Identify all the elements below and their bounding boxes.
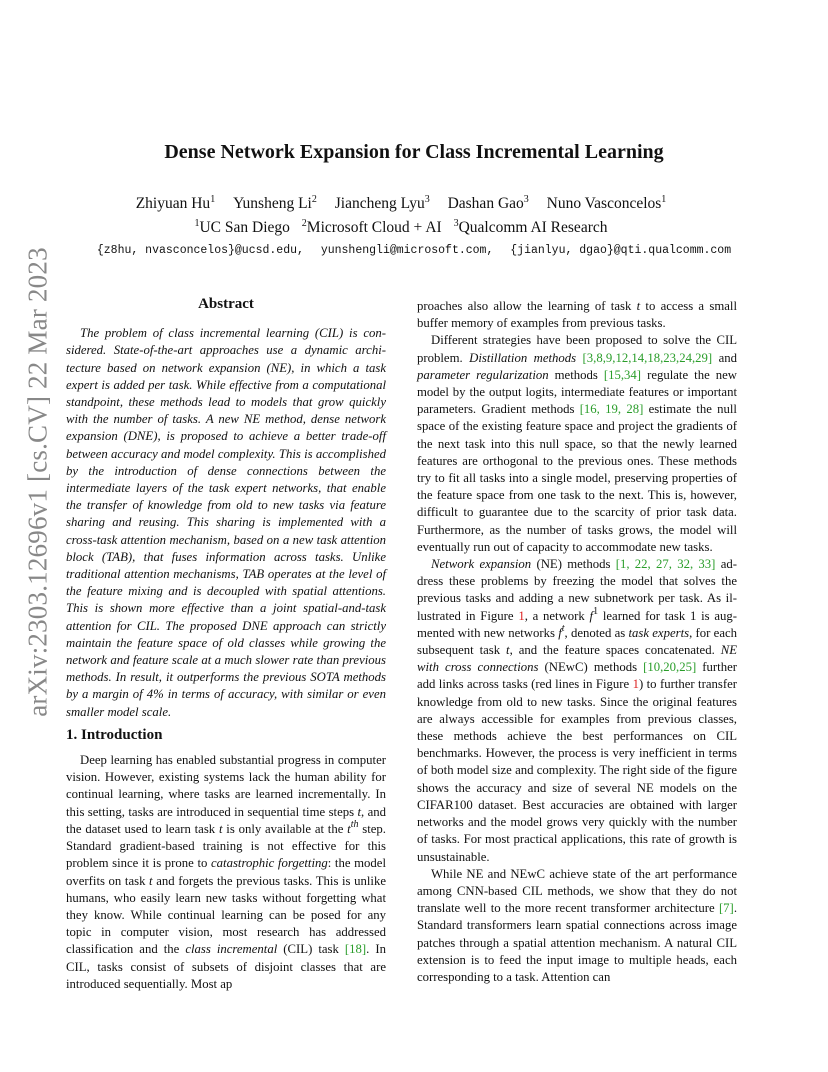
email-list [0, 244, 828, 257]
figure-link[interactable]: 1 [632, 677, 639, 692]
section-heading: 1. Introduction [66, 726, 163, 743]
right-column [417, 298, 737, 986]
paragraph-continuation: proaches also allow the learning of task t to access a small buffer memory of examples from previous tasks. [417, 299, 737, 331]
citation-link[interactable]: [16, 19, 28] [579, 402, 644, 417]
email-qualcomm: {jianlyu, dgao}@qti.qualcomm.com [510, 244, 732, 257]
paper-title: Dense Network Expansion for Class Incremental Learning [164, 141, 664, 163]
author: Nuno Vasconcelos$^1$ [546, 194, 667, 212]
citation-link[interactable]: [7] [718, 901, 734, 916]
author-list [0, 195, 802, 213]
citation-link[interactable]: [1, 22, 27, 32, 33] [615, 557, 716, 572]
affiliation: $^1$UC San Diego [194, 218, 290, 236]
affiliation-list [0, 219, 802, 237]
email-ucsd: {z8hu, nvasconcelos}@ucsd.edu, [96, 244, 304, 257]
arxiv-id-text: arXiv:2303.12696v1 [cs.CV] 22 Mar 2023 [22, 247, 53, 717]
left-column [66, 296, 386, 993]
author: Dashan Gao$^3$ [447, 194, 529, 212]
affiliation: $^3$Qualcomm AI Research [453, 218, 608, 236]
author: Zhiyuan Hu$^1$ [135, 194, 216, 212]
email-microsoft: yunshengli@microsoft.com, [320, 244, 494, 257]
paragraph-network-expansion: Network expansion (NE) methods [1, 22, 27, 32, 33] address these problems by freezing the model that solves the previous tasks and adding a new subnetwork per task. As illustrated in Figure 1, a network $f^1$ learned for task 1 is augmented with new networks $f^t$, denoted as task experts, for each subsequent task t, and the feature spaces concatenated. NE with cross connections (NEwC) methods [10,20,25] further add links across tasks (red lines in Figure 1) to further transfer knowledge from old to new tasks. Since the original features are always accessible for examples from previous classes, these methods achieve the best performances on CIL benchmarks. However, the process is very inefficient in terms of both model size and complexity. The right side of the figure shows the accuracy and size of several NE models on the CIFAR100 dataset. Best accuracies are obtained with larger networks and the model grows very quickly with the number of tasks. For most practical applications, this rate of growth is unsustainable. [417, 557, 738, 864]
paragraph-transformers: While NE and NEwC achieve state of the art performance among CNN-based CIL methods, we show that they do not translate well to the more recent transformer architecture [7]. Standard transformers learn spatial connections across image patches through a spatial attention mechanism. A natural CIL extension is to feed the input image to multiple heads, each corresponding to a task. Attention can [417, 866, 737, 984]
citation-link[interactable]: [3,8,9,12,14,18,23,24,29] [582, 350, 713, 365]
citation-link[interactable]: [18] [344, 942, 367, 957]
intro-paragraph: Deep learning has enabled substantial progress in computer vision. However, existing systems lack the human ability for continual learning, where tasks are learned incrementally. In this setting, tasks are introduced in sequential time steps t, and the dataset used to learn task t is only available at the $t^{th}$ step. Standard gradient-based training is not effective for this problem since it is prone to catastrophic forgetting: the model overfits on task t and forgets the previous tasks. This is unlike humans, who easily learn new tasks without forgetting what they know. While continual learning can be posed for any topic in computer vision, most research has addressed classification and the class incremental (CIL) task [18]. In CIL, tasks consist of subsets of disjoint classes that are introduced sequentially. Most ap [66, 753, 386, 991]
paragraph-strategies: Different strategies have been proposed to solve the CIL problem. Distillation methods [3,8,9,12,14,18,23,24,29] and parameter regularization methods [15,34] regulate the new model by the output logits, intermediate features or important parameters. Gradient methods [16, 19, 28] estimate the null space of the existing feature space and project the gradients of the next task into this null space, so that the newly learned features are orthogonal to the previous ones. These methods try to fit all tasks into a single model, preserving properties of the feature space from one task to the next. This is, however, difficult to guarantee due to the scarcity of prior task data. Furthermore, as the number of tasks grows, the model will eventually run out of capacity to accommodate new tasks. [417, 333, 737, 554]
author: Yunsheng Li$^2$ [233, 194, 317, 212]
affiliation: $^2$Microsoft Cloud + AI [301, 218, 442, 236]
arxiv-identifier [22, 247, 54, 717]
figure-link[interactable]: 1 [518, 608, 525, 623]
citation-link[interactable]: [15,34] [603, 367, 642, 382]
abstract-heading: Abstract [198, 296, 254, 312]
citation-link[interactable]: [10,20,25] [643, 660, 697, 675]
author: Jiancheng Lyu$^3$ [334, 194, 430, 212]
abstract-text: The problem of class incremental learning (CIL) is considered. State-of-the-art approaches use a dynamic architecture based on network expansion (NE), in which a task expert is added per task. While effective from a computational standpoint, these methods lead to models that grow quickly with the number of tasks. A new NE method, dense network expansion (DNE), is proposed to achieve a better trade-off between accuracy and model complexity. This is accomplished by the introduction of dense connections between the intermediate layers of the task expert networks, that enable the transfer of knowledge from old to new tasks via feature sharing and reusing. This sharing is implemented with a cross-task attention mechanism, based on a new task attention block (TAB), that fuses information across tasks. Unlike traditional attention mechanisms, TAB operates at the level of the feature mixing and is decoupled with spatial attentions. This is shown more effective than a joint spatial-and-task attention for CIL. The proposed DNE approach can strictly maintain the feature space of old classes while growing the network and feature scale at a much slower rate than previous methods. In result, it outperforms the previous SOTA methods by a margin of 4% in terms of accuracy, with similar or even smaller model scale. [66, 326, 386, 719]
